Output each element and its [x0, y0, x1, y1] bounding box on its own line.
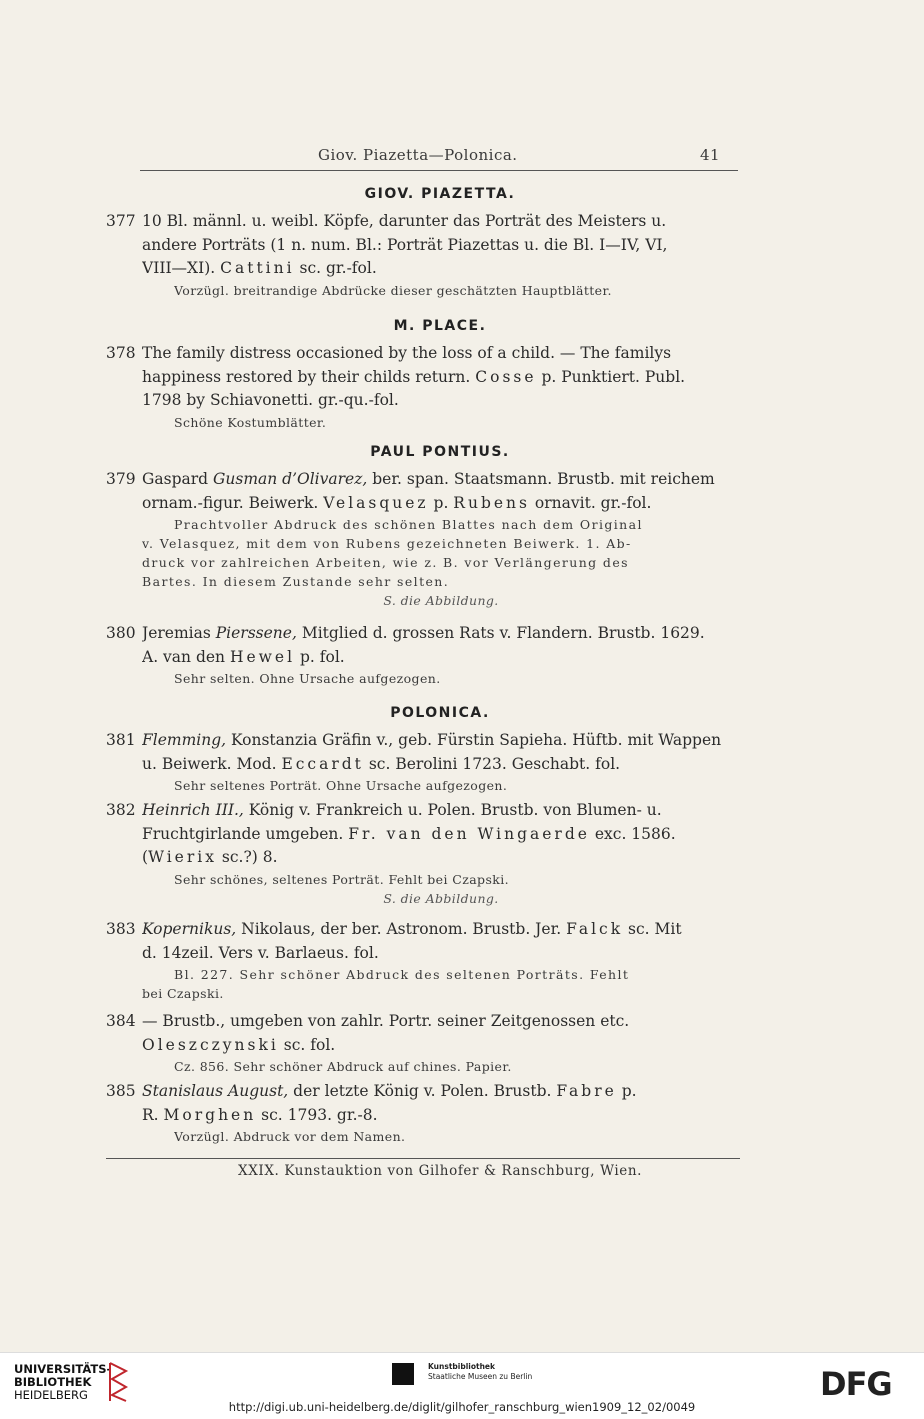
dfg-logo[interactable]: DFG — [820, 1365, 892, 1403]
entry-line: The family distress occasioned by the loss of a child. — The familys — [142, 344, 672, 362]
running-header-title: Giov. Piazetta—Polonica. — [318, 146, 518, 164]
entry-number: 384 — [106, 1012, 136, 1030]
entry-note: Vorzügl. breitrandige Abdrücke dieser geschätzten Hauptblätter. — [174, 282, 612, 298]
entry-line: — Brustb., umgeben von zahlr. Portr. seiner Zeitgenossen etc. — [142, 1012, 630, 1030]
entry-line: Kopernikus, Nikolaus, der ber. Astronom. Brustb. Jer. Falck sc. Mit — [142, 920, 682, 938]
section-heading-pontius: PAUL PONTIUS. — [370, 444, 510, 460]
catalog-entry-384 — [106, 1010, 740, 1076]
entry-line: u. Beiwerk. Mod. Eccardt sc. Berolini 1723. Geschabt. fol. — [142, 754, 621, 773]
entry-number: 379 — [106, 470, 136, 488]
entry-number: 385 — [106, 1082, 136, 1100]
entry-number: 383 — [106, 920, 136, 938]
entry-line: Oleszczynski sc. fol. — [142, 1035, 336, 1054]
kunstbibliothek-logo-icon — [392, 1363, 414, 1385]
entry-note: Cz. 856. Sehr schöner Abdruck auf chines. Papier. — [174, 1059, 512, 1074]
catalog-entry-378 — [106, 342, 740, 432]
entry-line: Gaspard Gusman d’Olivarez, ber. span. Staatsmann. Brustb. mit reichem — [142, 470, 715, 488]
catalog-entry-380 — [106, 622, 740, 688]
entry-note: Sehr seltenes Porträt. Ohne Ursache aufgezogen. — [174, 778, 508, 793]
entry-number: 382 — [106, 801, 136, 819]
catalog-entry-382 — [106, 799, 740, 908]
entry-line: 1798 by Schiavonetti. gr.-qu.-fol. — [142, 391, 399, 409]
illustration-reference: S. die Abbildung. — [383, 593, 499, 608]
entry-line: VIII—XI). Cattini sc. gr.-fol. — [142, 259, 377, 277]
entry-note: Prachtvoller Abdruck des schönen Blattes nach dem Original — [174, 517, 643, 532]
entry-line: Flemming, Konstanzia Gräfin v., geb. Fürstin Sapieha. Hüftb. mit Wappen — [142, 731, 722, 749]
entry-line: Stanislaus August, der letzte König v. Polen. Brustb. Fabre p. — [142, 1082, 637, 1100]
entry-line: Jeremias Pierssene, Mitglied d. grossen Rats v. Flandern. Brustb. 1629. — [142, 624, 705, 642]
header-rule — [140, 170, 738, 171]
entry-note: Schöne Kostumblätter. — [174, 414, 327, 430]
entry-note: bei Czapski. — [142, 986, 224, 1001]
catalog-entry-385 — [106, 1080, 740, 1146]
kunstbibliothek-wordmark[interactable]: Kunstbibliothek Staatliche Museen zu Berlin — [428, 1362, 533, 1381]
ub-heidelberg-logo-icon — [106, 1361, 130, 1403]
entry-note: Vorzügl. Abdruck vor dem Namen. — [174, 1129, 406, 1144]
entry-note: Bartes. In diesem Zustande sehr selten. — [142, 574, 450, 589]
entry-line: A. van den Hewel p. fol. — [142, 647, 345, 666]
entry-number: 381 — [106, 731, 136, 749]
entry-line: Fruchtgirlande umgeben. Fr. van den Wingaerde exc. 1586. — [142, 824, 676, 843]
section-heading-piazetta: GIOV. PIAZETTA. — [364, 186, 516, 202]
page-footer: XXIX. Kunstauktion von Gilhofer & Ranschburg, Wien. — [237, 1163, 643, 1179]
illustration-reference: S. die Abbildung. — [383, 890, 499, 906]
entry-note: Sehr schönes, seltenes Porträt. Fehlt bei Czapski. — [174, 871, 510, 887]
entry-line: (Wierix sc.?) 8. — [142, 848, 278, 866]
catalog-entry-383 — [106, 918, 740, 1003]
ub-heidelberg-wordmark[interactable]: UNIVERSITÄTS- BIBLIOTHEK HEIDELBERG — [14, 1362, 112, 1402]
page-number: 41 — [700, 146, 721, 164]
entry-line: andere Porträts (1 n. num. Bl.: Porträt Piazettas u. die Bl. I—IV, VI, — [142, 235, 668, 254]
catalog-entry-379 — [106, 468, 740, 610]
entry-number: 378 — [106, 344, 136, 362]
catalog-entry-381 — [106, 729, 740, 795]
entry-number: 380 — [106, 624, 136, 642]
entry-line: R. Morghen sc. 1793. gr.-8. — [142, 1105, 378, 1124]
entry-line: d. 14zeil. Vers v. Barlaeus. fol. — [142, 943, 379, 962]
footer-rule — [106, 1158, 740, 1159]
entry-line: Heinrich III., König v. Frankreich u. Polen. Brustb. von Blumen- u. — [142, 801, 662, 819]
entry-note: Bl. 227. Sehr schöner Abdruck des seltenen Porträts. Fehlt — [174, 967, 630, 982]
entry-note: v. Velasquez, mit dem von Rubens gezeichneten Beiwerk. 1. Ab- — [142, 536, 632, 551]
catalog-entry-377 — [106, 210, 740, 300]
permalink-url[interactable]: http://digi.ub.uni-heidelberg.de/diglit/gilhofer_ranschburg_wien1909_12_02/0049 — [228, 1400, 696, 1414]
entry-number: 377 — [106, 212, 136, 230]
entry-note: Sehr selten. Ohne Ursache aufgezogen. — [174, 671, 441, 686]
section-heading-place: M. PLACE. — [393, 318, 487, 334]
entry-line: ornam.-figur. Beiwerk. Velasquez p. Rubens ornavit. gr.-fol. — [142, 493, 652, 512]
entry-line: 10 Bl. männl. u. weibl. Köpfe, darunter das Porträt des Meisters u. — [142, 212, 667, 230]
section-heading-polonica: POLONICA. — [390, 705, 490, 721]
entry-note: druck vor zahlreichen Arbeiten, wie z. B. vor Verlängerung des — [142, 555, 629, 570]
entry-line: happiness restored by their childs return. Cosse p. Punktiert. Publ. — [142, 367, 686, 386]
